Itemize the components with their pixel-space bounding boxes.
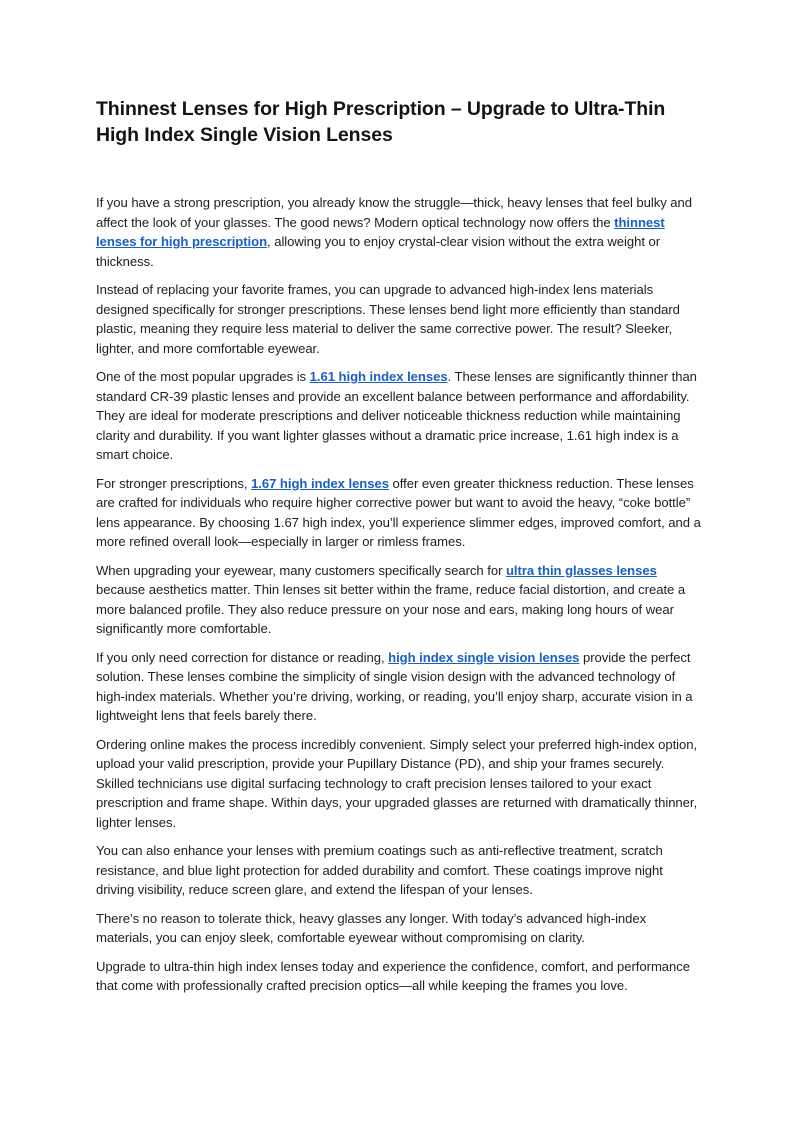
document-page <box>96 96 702 1005</box>
paragraph-single-vision <box>96 648 702 726</box>
paragraph-high-index-materials <box>96 280 702 358</box>
paragraph-text: Ordering online makes the process incredibly convenient. Simply select your preferred high-index option, upload your valid prescription, provide your Pupillary Distance (PD), and ship your frames securely. Skilled technicians use digital surfacing technology to craft precision lenses tailored to your exact prescription and frame shape. Within days, your upgraded glasses are returned with dramatically thinner, lighter lenses. <box>96 736 698 830</box>
paragraph-text: One of the most popular upgrades is <box>96 369 310 384</box>
link-161-high-index[interactable]: 1.61 high index lenses <box>309 369 448 384</box>
paragraph-text: When upgrading your eyewear, many customers specifically search for <box>96 562 506 578</box>
paragraph-text: You can also enhance your lenses with premium coatings such as anti-reflective treatment, scratch resistance, and blue light protection for added durability and comfort. These coatings improve night driving visibility, reduce screen glare, and extend the lifespan of your lenses. <box>96 843 663 897</box>
link-single-vision-lenses[interactable]: high index single vision lenses <box>388 649 580 665</box>
paragraph-text: Instead of replacing your favorite frames, you can upgrade to advanced high-index lens materials designed specifically for stronger prescriptions. These lenses bend light more efficiently than standard plastic, meaning they require less material to deliver the same corrective power. The result? Sleeker, lighter, and more comfortable eyewear. <box>96 282 680 356</box>
paragraph-text: provide the perfect solution. These lenses combine the simplicity of single vision design with the advanced technology of high-index materials. Whether you’re driving, working, or reading, you’ll enjoy sharp, accurate vision in a lightweight lens that feels barely there. <box>96 649 693 723</box>
paragraph-167-lenses <box>96 474 702 552</box>
paragraph-text: Upgrade to ultra-thin high index lenses today and experience the confidence, comfort, and performance that come with professionally crafted precision optics—all while keeping the frames you love. <box>96 958 690 993</box>
paragraph-text: There’s no reason to tolerate thick, heavy glasses any longer. With today’s advanced high-index materials, you can enjoy sleek, comfortable eyewear without compromising on clarity. <box>96 910 647 945</box>
paragraph-text: For stronger prescriptions, <box>96 475 252 491</box>
paragraph-text: If you only need correction for distance or reading, <box>96 649 389 665</box>
document-title: Thinnest Lenses for High Prescription – Upgrade to Ultra-Thin High Index Single Vision Lenses <box>96 98 666 146</box>
link-thinnest-lenses[interactable]: thinnest lenses for high prescription <box>96 214 665 249</box>
paragraph-161-lenses <box>96 367 702 465</box>
paragraph-ordering-online <box>96 735 702 833</box>
paragraph-no-reason <box>96 909 702 948</box>
paragraph-text: . These lenses are significantly thinner than standard CR-39 plastic lenses and provide an excellent balance between performance and affordability. They are ideal for moderate prescriptions and deliver noticeable thickness reduction while maintaining clarity and durability. If you want lighter glasses without a dramatic price increase, 1.61 high index is a smart choice. <box>96 369 697 462</box>
paragraph-text: offer even greater thickness reduction. These lenses are crafted for individuals who require higher corrective power but want to avoid the heavy, “coke bottle” lens appearance. By choosing 1.67 high index, you’ll experience slimmer edges, improved comfort, and a more refined overall look—especially in larger or rimless frames. <box>96 475 701 549</box>
paragraph-text: If you have a strong prescription, you already know the struggle—thick, heavy lenses that feel bulky and affect the look of your glasses. The good news? Modern optical technology now offers the <box>96 195 692 230</box>
paragraph-text: , allowing you to enjoy crystal-clear vision without the extra weight or thickness. <box>96 234 661 269</box>
link-167-high-index[interactable]: 1.67 high index lenses <box>251 475 389 491</box>
paragraph-ultra-thin <box>96 561 702 639</box>
paragraph-text: because aesthetics matter. Thin lenses sit better within the frame, reduce facial distortion, and create a more balanced profile. They also reduce pressure on your nose and ears, making long hours of wear significantly more comfortable. <box>96 582 686 636</box>
paragraph-coatings <box>96 841 702 900</box>
paragraph-intro <box>96 193 702 271</box>
paragraph-conclusion <box>96 957 702 996</box>
link-ultra-thin-glasses[interactable]: ultra thin glasses lenses <box>505 562 657 578</box>
